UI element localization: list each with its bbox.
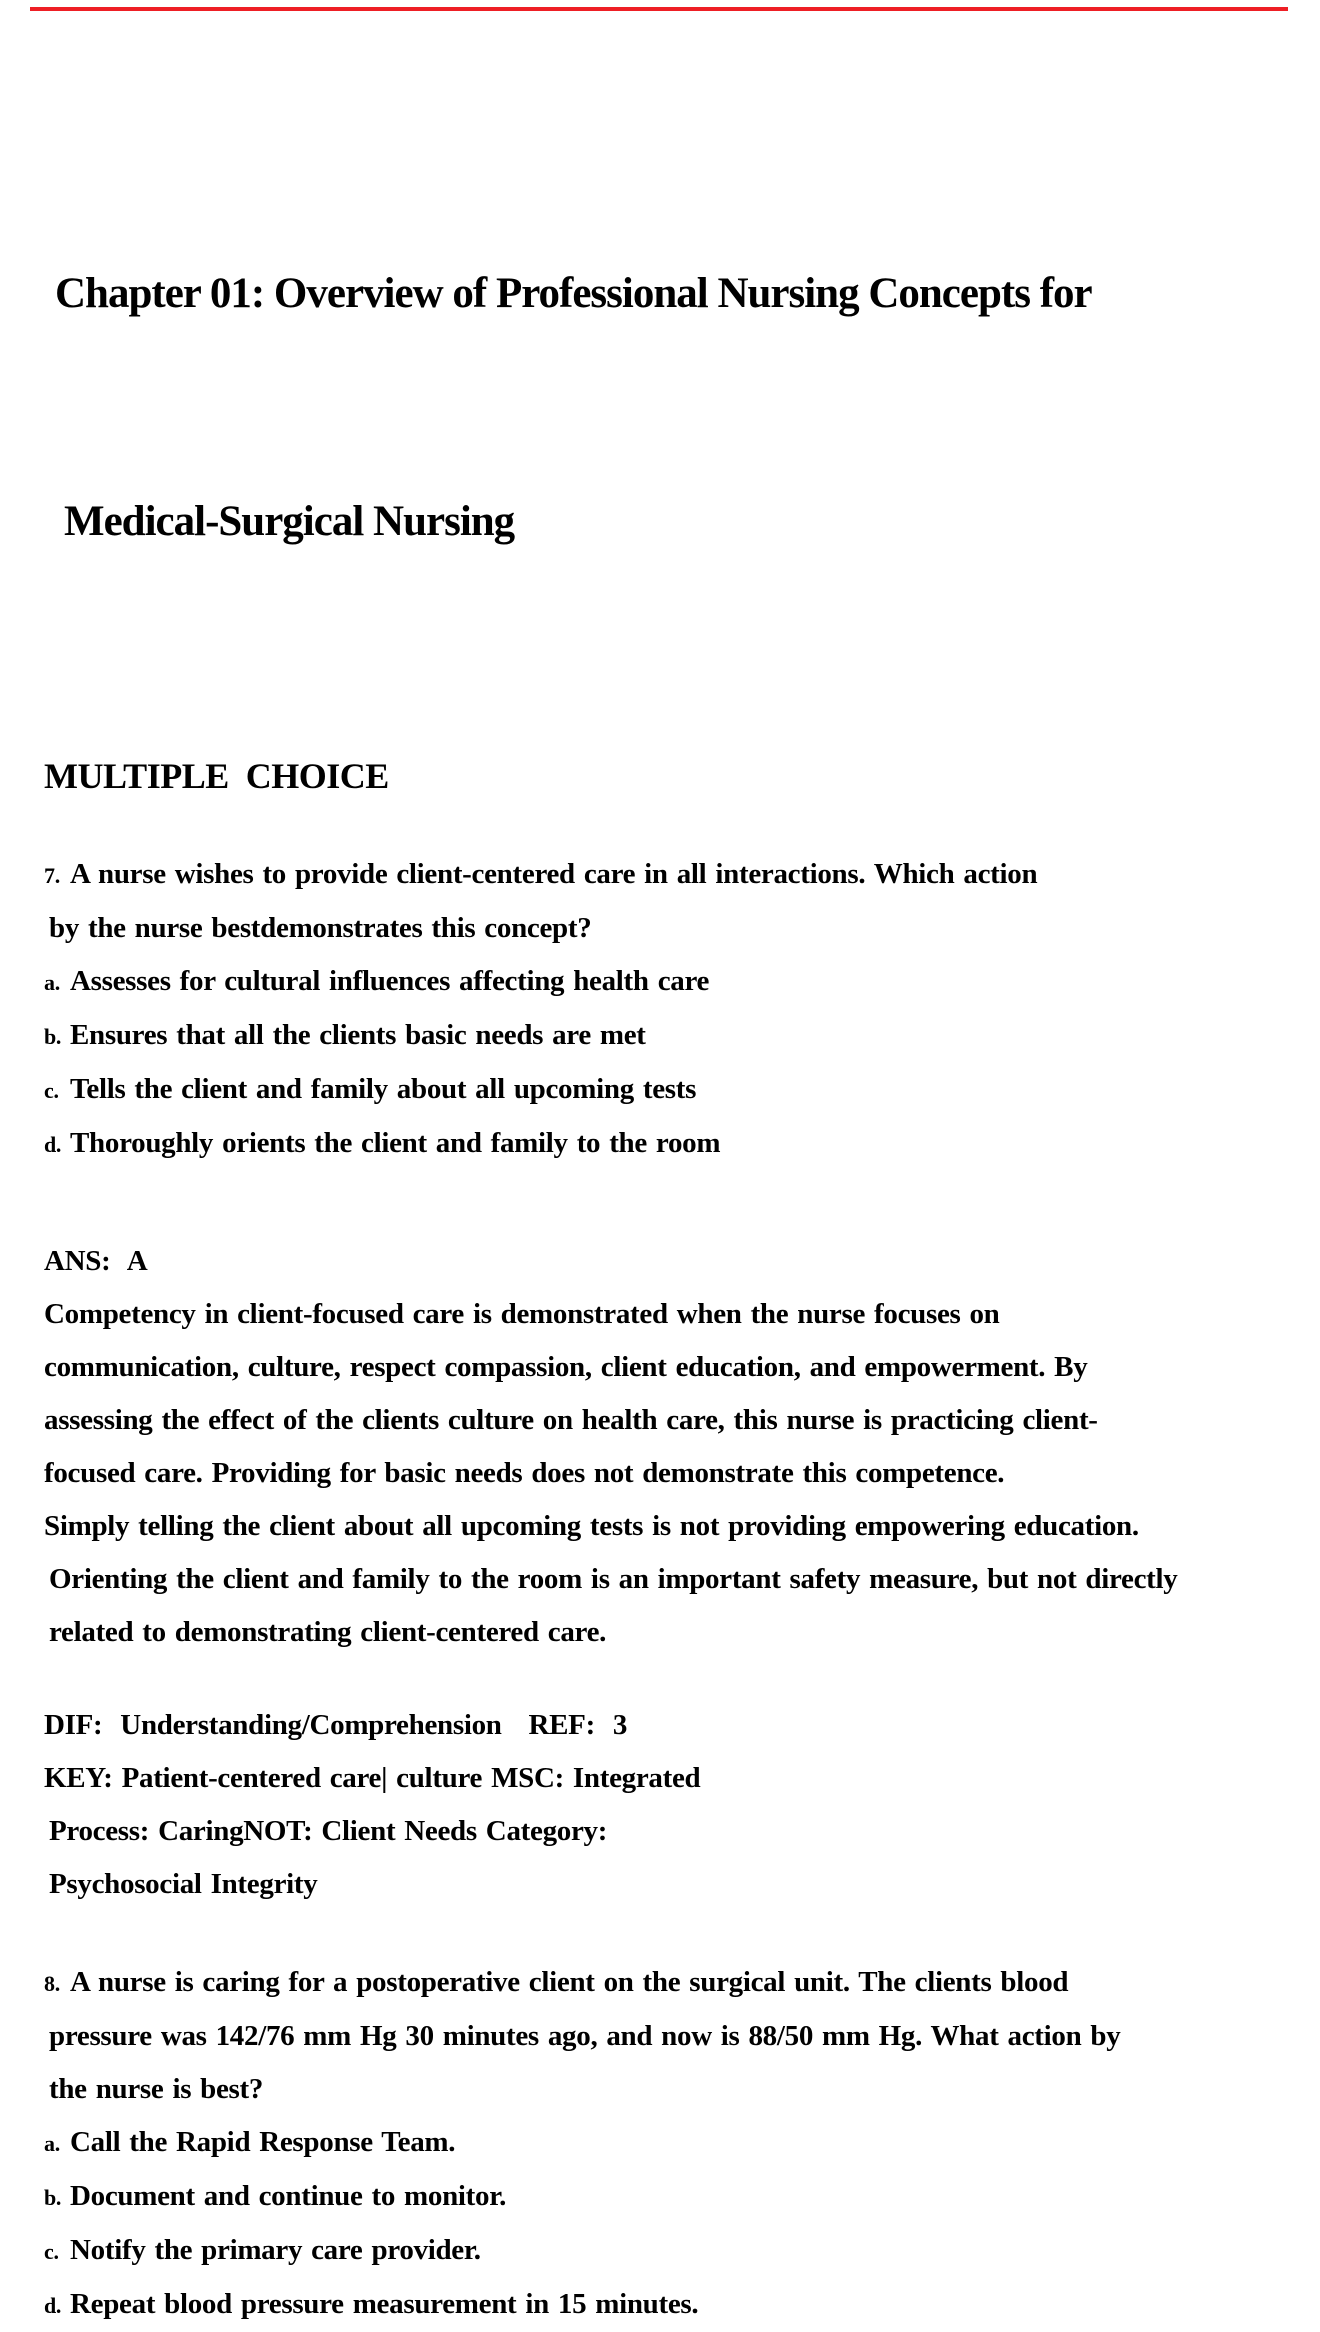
option-c-text: Tells the client and family about all upcoming tests xyxy=(70,1073,697,1105)
rationale-line-5: Simply telling the client about all upcoming tests is not providing empowering education. xyxy=(44,1510,1139,1542)
question-8-stem xyxy=(44,1956,1280,2116)
option-a-letter: a. xyxy=(44,970,60,995)
option-b-text: Ensures that all the clients basic needs are met xyxy=(70,1019,646,1051)
section-heading: MULTIPLE CHOICE xyxy=(44,756,389,796)
question-7-option-a xyxy=(44,955,1280,1009)
chapter-title-line2: Medical-Surgical Nursing xyxy=(64,498,515,545)
question-8-option-b xyxy=(44,2170,1280,2224)
metadata-process-not: Process: CaringNOT: Client Needs Category: xyxy=(49,1815,608,1847)
option-a-letter: a. xyxy=(44,2131,60,2156)
answer-label: ANS: A xyxy=(44,1245,148,1277)
question-7-stem-line-2: by the nurse bestdemonstrates this concept? xyxy=(49,912,592,944)
option-b-letter: b. xyxy=(44,2185,62,2210)
question-7-option-b xyxy=(44,1009,1280,1063)
rationale-line-7: related to demonstrating client-centered care. xyxy=(49,1616,607,1648)
metadata-dif-ref: DIF: Understanding/Comprehension REF: 3 xyxy=(44,1709,628,1741)
rationale-line-4: focused care. Providing for basic needs does not demonstrate this competence. xyxy=(44,1457,1005,1489)
question-8-option-c xyxy=(44,2224,1280,2278)
question-7-answer-block xyxy=(44,1235,1280,1659)
chapter-title-line1: Chapter 01: Overview of Professional Nursing Concepts for xyxy=(55,270,1092,317)
question-8-stem-line-2: pressure was 142/76 mm Hg 30 minutes ago, and now is 88/50 mm Hg. What action by xyxy=(49,2020,1121,2052)
question-8-stem-line-3: the nurse is best? xyxy=(49,2073,264,2105)
question-8-option-a xyxy=(44,2116,1280,2170)
rationale-line-6: Orienting the client and family to the room is an important safety measure, but not directly xyxy=(49,1563,1178,1595)
question-7-stem-line-1 xyxy=(44,848,1280,902)
question-8-stem-line-1 xyxy=(44,1956,1280,2010)
question-7-option-c xyxy=(44,1063,1280,1117)
metadata-category: Psychosocial Integrity xyxy=(49,1868,318,1900)
question-7-stem-text: A nurse wishes to provide client-centered care in all interactions. Which action xyxy=(70,858,1038,890)
option-d-letter: d. xyxy=(44,2293,62,2318)
option-d-letter: d. xyxy=(44,1132,62,1157)
metadata-key-msc: KEY: Patient-centered care| culture MSC: Integrated xyxy=(44,1762,701,1794)
option-c-letter: c. xyxy=(44,2239,59,2264)
rationale-line-3: assessing the effect of the clients culture on health care, this nurse is practicing client- xyxy=(44,1404,1098,1436)
rationale-line-2: communication, culture, respect compassion, client education, and empowerment. By xyxy=(44,1351,1088,1383)
rationale-line-1: Competency in client-focused care is demonstrated when the nurse focuses on xyxy=(44,1298,1000,1330)
option-c-text: Notify the primary care provider. xyxy=(70,2234,481,2266)
question-8-option-d xyxy=(44,2278,1280,2332)
question-7-number: 7. xyxy=(44,863,60,888)
option-d-text: Thoroughly orients the client and family to the room xyxy=(70,1127,721,1159)
question-7-options xyxy=(44,955,1280,1171)
question-8-options xyxy=(44,2116,1280,2332)
option-a-text: Assesses for cultural influences affecting health care xyxy=(70,965,710,997)
question-7-metadata xyxy=(44,1699,1280,1911)
option-b-letter: b. xyxy=(44,1024,62,1049)
question-7-option-d xyxy=(44,1117,1280,1171)
question-8-number: 8. xyxy=(44,1971,60,1996)
option-b-text: Document and continue to monitor. xyxy=(70,2180,507,2212)
question-8-stem-text: A nurse is caring for a postoperative client on the surgical unit. The clients blood xyxy=(70,1966,1069,1998)
option-a-text: Call the Rapid Response Team. xyxy=(70,2126,456,2158)
chapter-title xyxy=(44,104,1280,712)
option-c-letter: c. xyxy=(44,1078,59,1103)
question-7 xyxy=(44,848,1280,1911)
question-7-stem xyxy=(44,848,1280,955)
question-8 xyxy=(44,1956,1280,2332)
option-d-text: Repeat blood pressure measurement in 15 minutes. xyxy=(70,2288,699,2320)
